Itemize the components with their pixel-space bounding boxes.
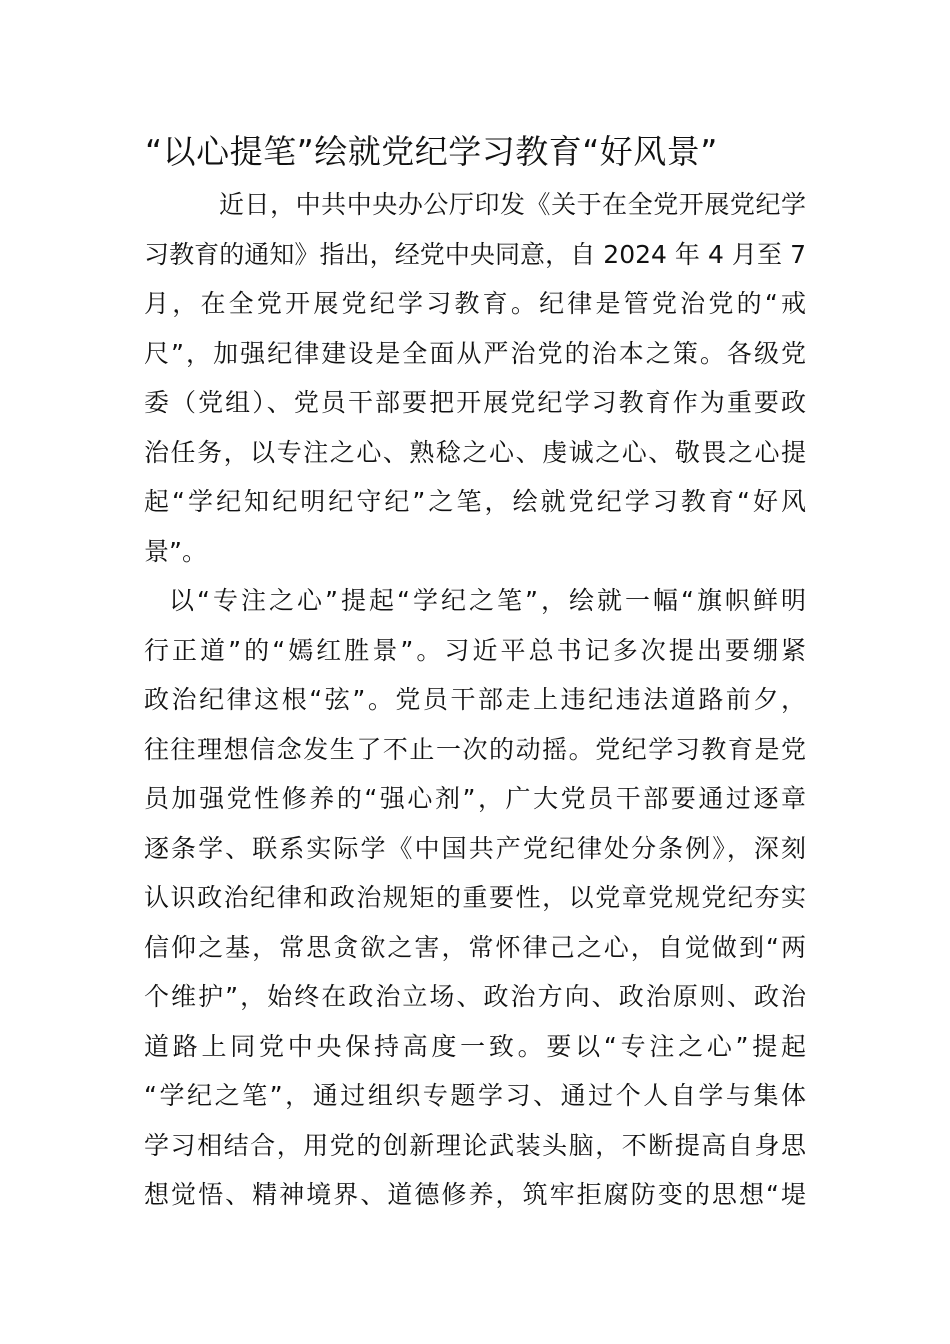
text-line: 景”。 xyxy=(144,536,207,566)
text-line: 委（党组）、党员干部要把开展党纪学习教育作为重要政 xyxy=(144,388,806,417)
text-line: 道路上同党中央保持高度一致。要以“专注之心”提起 xyxy=(144,1031,806,1061)
text-line: 治任务，以专注之心、熟稔之心、虔诚之心、敬畏之心提 xyxy=(144,437,806,467)
text-line: 起“学纪知纪明纪守纪”之笔，绘就党纪学习教育“好风 xyxy=(144,487,806,516)
document-title: “以心提笔”绘就党纪学习教育“好风景” xyxy=(145,132,718,171)
text-line: 习教育的通知》指出，经党中央同意，自 2024 年 4 月至 7 xyxy=(144,239,806,269)
text-line: 个维护”，始终在政治立场、政治方向、政治原则、政治 xyxy=(144,982,806,1011)
text-line: 往往理想信念发生了不止一次的动摇。党纪学习教育是党 xyxy=(144,734,806,764)
text-line: 政治纪律这根“弦”。党员干部走上违纪违法道路前夕， xyxy=(144,685,806,714)
text-line: 认识政治纪律和政治规矩的重要性，以党章党规党纪夯实 xyxy=(144,883,806,912)
text-line: 员加强党性修养的“强心剂”，广大党员干部要通过逐章 xyxy=(144,784,806,813)
text-line: 想觉悟、精神境界、道德修养，筑牢拒腐防变的思想“堤 xyxy=(144,1180,806,1209)
text-line: 逐条学、联系实际学《中国共产党纪律处分条例》，深刻 xyxy=(144,833,806,863)
text-line: 信仰之基，常思贪欲之害，常怀律己之心，自觉做到“两 xyxy=(144,932,806,962)
text-line: 近日，中共中央办公厅印发《关于在全党开展党纪学 xyxy=(219,190,806,219)
document-body xyxy=(144,180,806,1220)
text-line: 尺”，加强纪律建设是全面从严治党的治本之策。各级党 xyxy=(144,338,806,368)
text-line: 以“专注之心”提起“学纪之笔”，绘就一幅“旗帜鲜明 xyxy=(169,586,806,615)
text-line: 行正道”的“嫣红胜景”。习近平总书记多次提出要绷紧 xyxy=(144,635,806,665)
text-line: 学习相结合，用党的创新理论武装头脑，不断提高自身思 xyxy=(144,1130,806,1160)
paragraph-1 xyxy=(144,180,806,576)
paragraph-2 xyxy=(144,576,806,1220)
text-line: “学纪之笔”，通过组织专题学习、通过个人自学与集体 xyxy=(144,1081,806,1110)
text-line: 月，在全党开展党纪学习教育。纪律是管党治党的“戒 xyxy=(144,289,806,318)
